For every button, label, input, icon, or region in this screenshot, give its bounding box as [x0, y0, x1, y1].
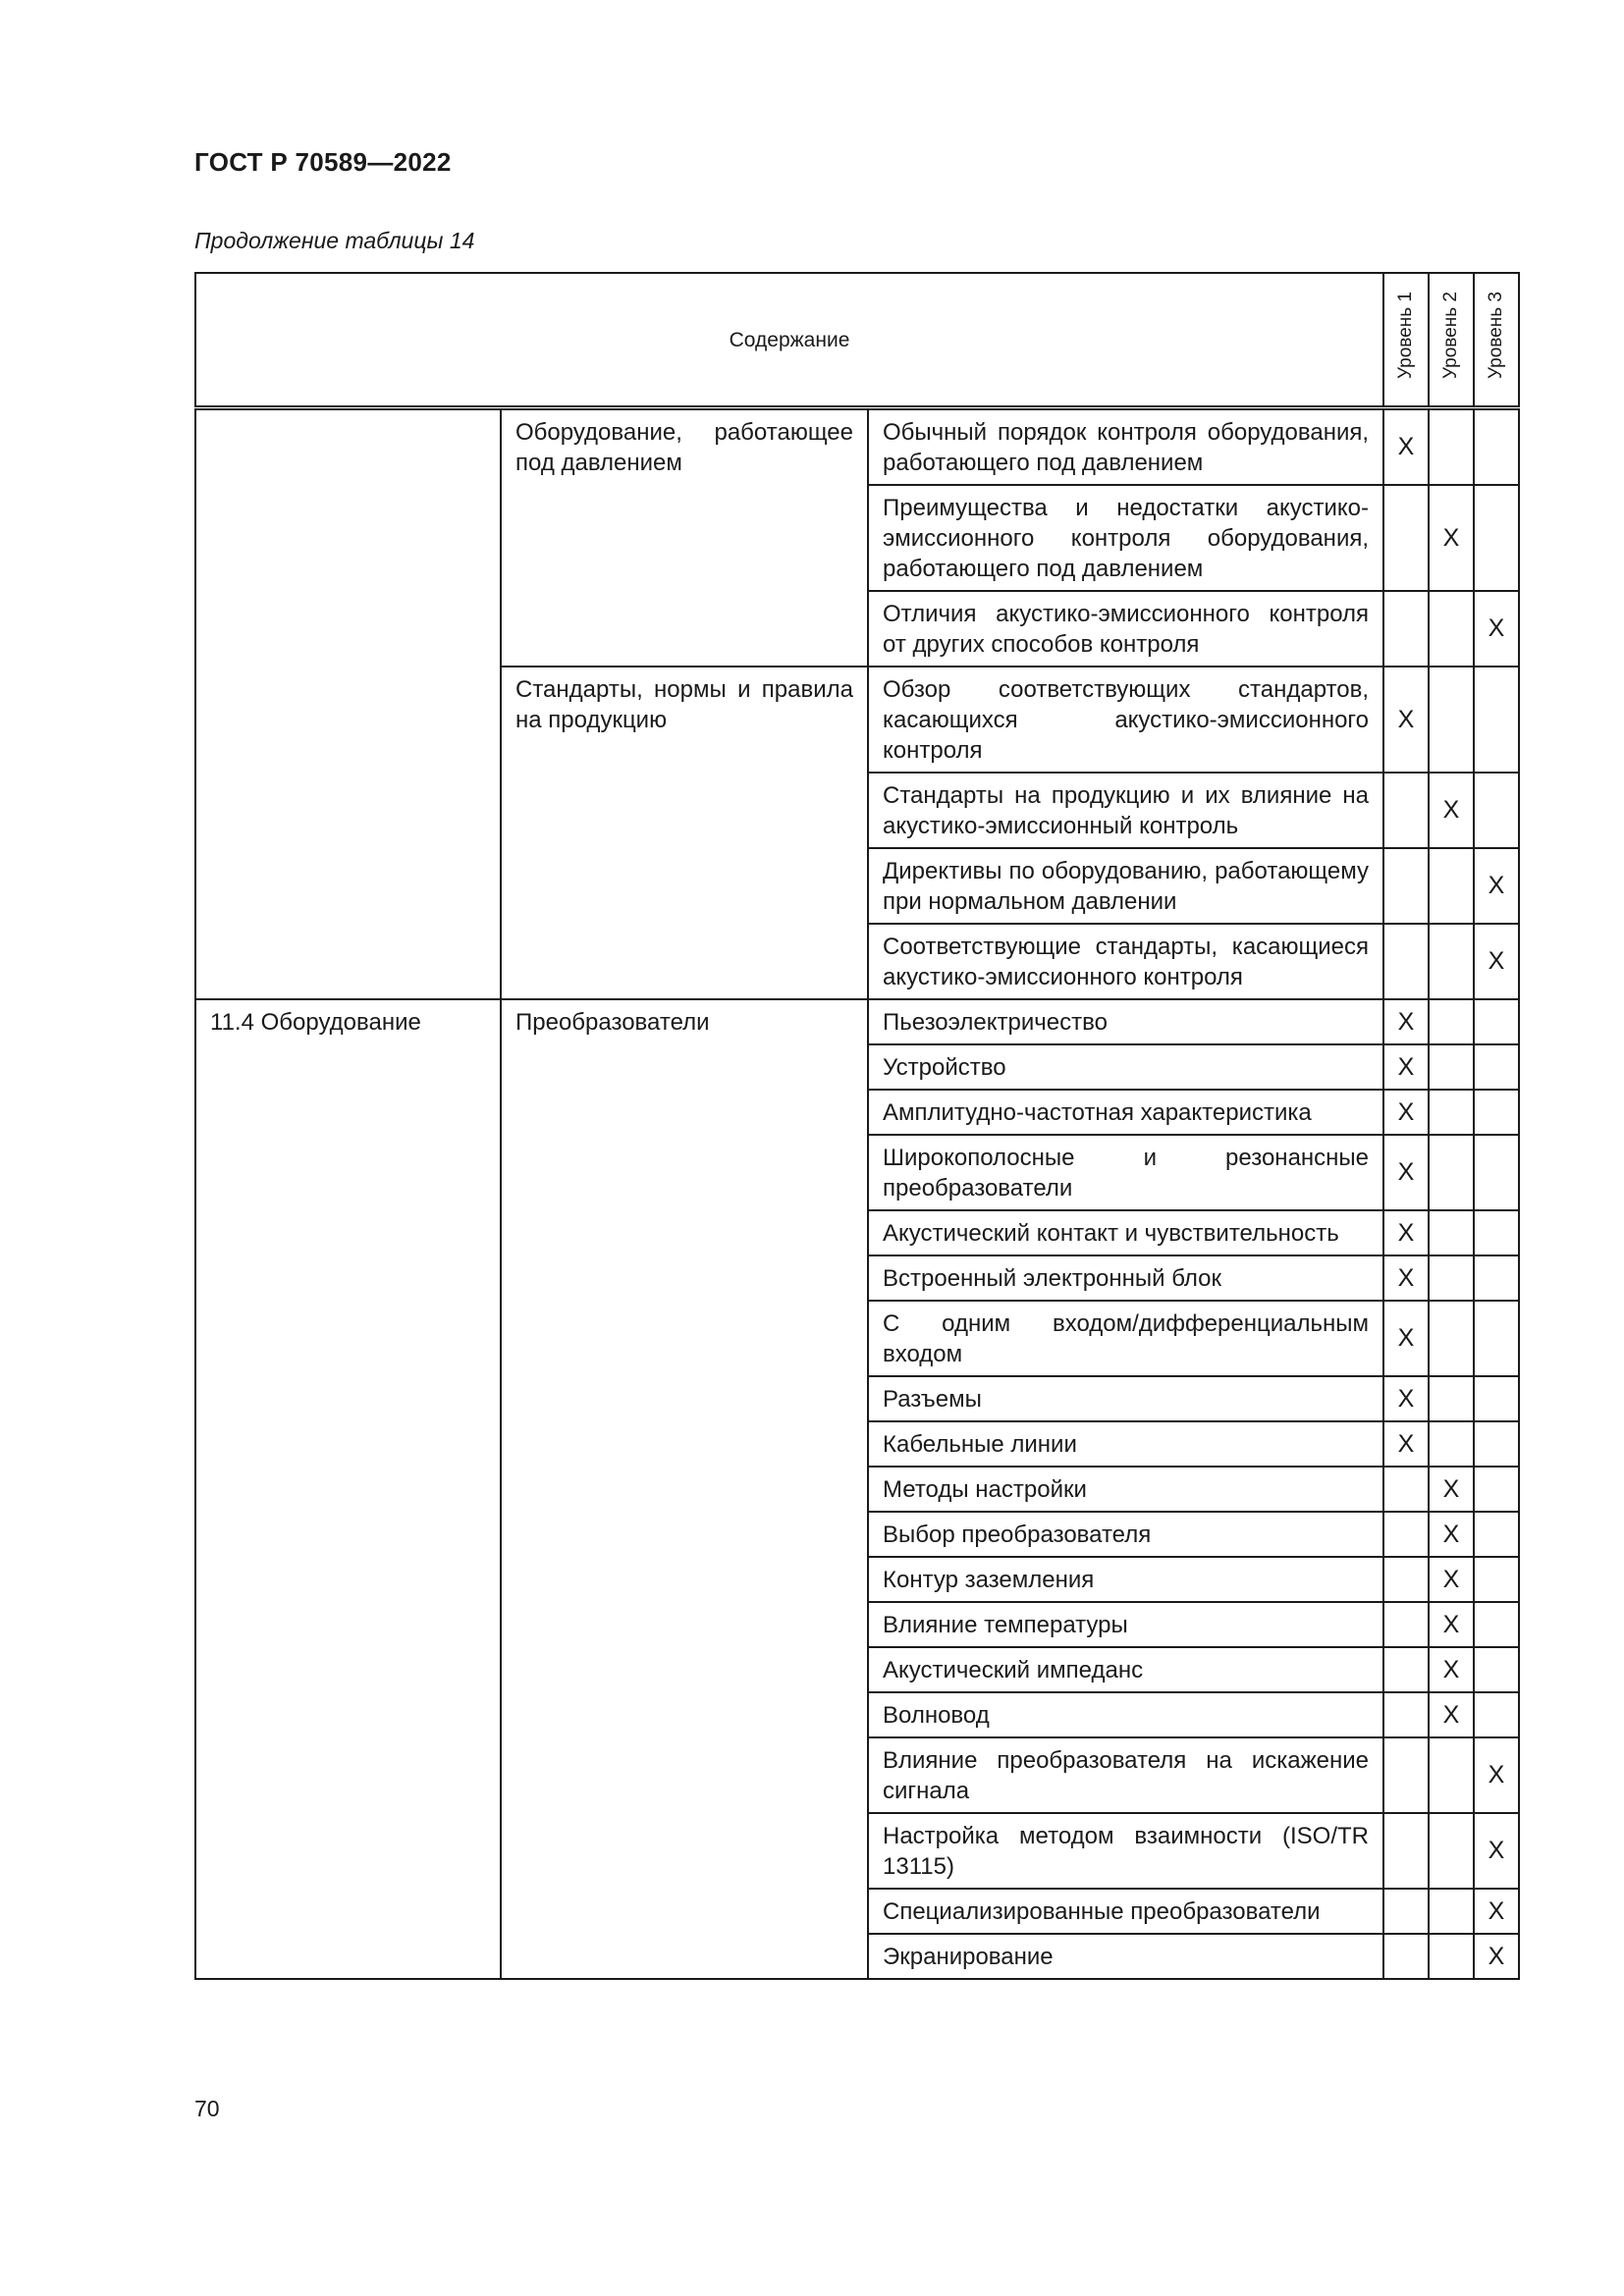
item-cell: Влияние преобразователя на искажение сигнала: [868, 1737, 1383, 1813]
item-cell: Обзор соответствующих стандартов, касающихся акустико-эмиссионного контроля: [868, 667, 1383, 773]
level-1-cell: [1383, 1557, 1429, 1602]
level-3-cell: [1474, 1044, 1519, 1090]
level-2-cell: [1429, 999, 1474, 1044]
level-3-cell: [1474, 485, 1519, 591]
level-mark: X: [1488, 872, 1505, 899]
level-3-cell: [1474, 1692, 1519, 1737]
header-level-2: [1429, 273, 1474, 408]
item-cell: Волновод: [868, 1692, 1383, 1737]
level-3-cell: [1474, 1090, 1519, 1135]
table-caption: Продолжение таблицы 14: [194, 228, 475, 253]
item-cell: Преимущества и недостатки акустико-эмиссионного контроля оборудования, работающего под давлением: [868, 485, 1383, 591]
level-2-cell: [1429, 848, 1474, 924]
level-mark: X: [1442, 796, 1460, 824]
level-2-cell: [1429, 1210, 1474, 1255]
level-3-cell: [1474, 1210, 1519, 1255]
item-cell: Пьезоэлектричество: [868, 999, 1383, 1044]
level-1-cell: [1383, 999, 1429, 1044]
level-3-cell: [1474, 1376, 1519, 1421]
item-cell: Методы настройки: [868, 1467, 1383, 1512]
level-1-cell: [1383, 1647, 1429, 1692]
level-mark: X: [1442, 523, 1460, 552]
level-2-cell: [1429, 1044, 1474, 1090]
level-2-cell: [1429, 591, 1474, 667]
level-3-cell: [1474, 1889, 1519, 1934]
level-3-cell: [1474, 408, 1519, 486]
level-3-cell: [1474, 1421, 1519, 1467]
level-1-cell: [1383, 1467, 1429, 1512]
level-1-cell: [1383, 1044, 1429, 1090]
level-3-cell: [1474, 1647, 1519, 1692]
table-row: [195, 408, 1519, 486]
level-mark: X: [1488, 1896, 1505, 1925]
level-1-cell: [1383, 1889, 1429, 1934]
level-3-cell: [1474, 1737, 1519, 1813]
item-cell: С одним входом/дифференциальным входом: [868, 1301, 1383, 1376]
level-2-cell: [1429, 1692, 1474, 1737]
item-cell: Директивы по оборудованию, работающему при нормальном давлении: [868, 848, 1383, 924]
item-cell: Экранирование: [868, 1934, 1383, 1979]
level-mark: X: [1442, 1655, 1460, 1683]
level-1-cell: [1383, 1512, 1429, 1557]
table-row: [195, 999, 1519, 1044]
level-1-cell: [1383, 1602, 1429, 1647]
level-2-cell: [1429, 1467, 1474, 1512]
level-2-cell: [1429, 1737, 1474, 1813]
level-mark: X: [1488, 1761, 1505, 1789]
item-cell: Кабельные линии: [868, 1421, 1383, 1467]
item-cell: Обычный порядок контроля оборудования, работающего под давлением: [868, 408, 1383, 486]
level-mark: X: [1488, 947, 1505, 975]
level-1-cell: [1383, 1090, 1429, 1135]
level-mark: X: [1397, 1052, 1415, 1081]
level-3-cell: [1474, 1934, 1519, 1979]
level-3-cell: [1474, 999, 1519, 1044]
level-1-cell: [1383, 924, 1429, 999]
level-mark: X: [1397, 1429, 1415, 1458]
item-cell: Встроенный электронный блок: [868, 1255, 1383, 1301]
level-mark: X: [1397, 705, 1415, 733]
level-mark: X: [1397, 1218, 1415, 1247]
level-2-cell: [1429, 1135, 1474, 1210]
level-1-cell: [1383, 1135, 1429, 1210]
level-3-cell: [1474, 1135, 1519, 1210]
level-2-cell: [1429, 1557, 1474, 1602]
level-1-cell: [1383, 1421, 1429, 1467]
level-2-cell: [1429, 1647, 1474, 1692]
level-3-cell: [1474, 1602, 1519, 1647]
level-1-cell: [1383, 1934, 1429, 1979]
level-mark: X: [1397, 1007, 1415, 1036]
level-mark: X: [1442, 1700, 1460, 1729]
level-1-cell: [1383, 1692, 1429, 1737]
level-1-cell: [1383, 1813, 1429, 1889]
item-cell: Отличия акустико-эмиссионного контроля от других способов контроля: [868, 591, 1383, 667]
level-2-cell: [1429, 924, 1474, 999]
level-2-cell: [1429, 1301, 1474, 1376]
level-1-cell: [1383, 1737, 1429, 1813]
level-2-cell: [1429, 1421, 1474, 1467]
item-cell: Стандарты на продукцию и их влияние на акустико-эмиссионный контроль: [868, 773, 1383, 848]
item-cell: Акустический импеданс: [868, 1647, 1383, 1692]
level-2-cell: [1429, 485, 1474, 591]
level-mark: X: [1488, 614, 1505, 642]
item-cell: Соответствующие стандарты, касающиеся акустико-эмиссионного контроля: [868, 924, 1383, 999]
level-2-cell: [1429, 667, 1474, 773]
level-3-cell: [1474, 1255, 1519, 1301]
header-level-3-label: Уровень 3: [1486, 292, 1507, 380]
topic-cell: Стандарты, нормы и правила на продукцию: [501, 667, 868, 999]
item-cell: Широкополосные и резонансные преобразователи: [868, 1135, 1383, 1210]
level-2-cell: [1429, 1602, 1474, 1647]
level-mark: X: [1442, 1565, 1460, 1593]
header-level-3: [1474, 273, 1519, 408]
header-level-2-label: Уровень 2: [1440, 292, 1462, 380]
level-1-cell: [1383, 408, 1429, 486]
level-2-cell: [1429, 1090, 1474, 1135]
header-level-1: [1383, 273, 1429, 408]
level-mark: X: [1488, 1837, 1505, 1864]
level-1-cell: [1383, 591, 1429, 667]
level-mark: X: [1442, 1610, 1460, 1638]
level-3-cell: [1474, 591, 1519, 667]
table-header-row: [195, 273, 1519, 408]
level-2-cell: [1429, 1934, 1474, 1979]
level-1-cell: [1383, 667, 1429, 773]
document-header: ГОСТ Р 70589—2022: [194, 147, 452, 177]
level-3-cell: [1474, 667, 1519, 773]
topic-cell: Оборудование, работающее под давлением: [501, 408, 868, 667]
level-3-cell: [1474, 924, 1519, 999]
item-cell: Амплитудно-частотная характеристика: [868, 1090, 1383, 1135]
level-3-cell: [1474, 1301, 1519, 1376]
level-1-cell: [1383, 1255, 1429, 1301]
item-cell: Выбор преобразователя: [868, 1512, 1383, 1557]
level-2-cell: [1429, 1813, 1474, 1889]
level-3-cell: [1474, 1557, 1519, 1602]
level-1-cell: [1383, 1301, 1429, 1376]
level-3-cell: [1474, 1512, 1519, 1557]
level-1-cell: [1383, 848, 1429, 924]
section-cell: [195, 408, 501, 1000]
level-mark: X: [1397, 433, 1415, 460]
item-cell: Акустический контакт и чувствительность: [868, 1210, 1383, 1255]
level-3-cell: [1474, 1813, 1519, 1889]
item-cell: Специализированные преобразователи: [868, 1889, 1383, 1934]
level-2-cell: [1429, 408, 1474, 486]
item-cell: Устройство: [868, 1044, 1383, 1090]
section-cell: 11.4 Оборудование: [195, 999, 501, 1979]
level-1-cell: [1383, 485, 1429, 591]
level-2-cell: [1429, 1255, 1474, 1301]
level-1-cell: [1383, 1210, 1429, 1255]
level-2-cell: [1429, 1512, 1474, 1557]
page-number: 70: [194, 2096, 220, 2121]
item-cell: Влияние температуры: [868, 1602, 1383, 1647]
level-3-cell: [1474, 848, 1519, 924]
level-2-cell: [1429, 1889, 1474, 1934]
item-cell: Разъемы: [868, 1376, 1383, 1421]
requirements-table: [194, 272, 1520, 1980]
level-2-cell: [1429, 773, 1474, 848]
level-mark: X: [1397, 1384, 1415, 1413]
level-mark: X: [1442, 1474, 1460, 1503]
level-mark: X: [1397, 1324, 1415, 1352]
level-mark: X: [1442, 1520, 1460, 1548]
topic-cell: Преобразователи: [501, 999, 868, 1979]
level-2-cell: [1429, 1376, 1474, 1421]
level-1-cell: [1383, 773, 1429, 848]
header-content: Содержание: [195, 273, 1383, 408]
item-cell: Настройка методом взаимности (ISO/TR 13115): [868, 1813, 1383, 1889]
level-1-cell: [1383, 1376, 1429, 1421]
level-mark: X: [1397, 1158, 1415, 1186]
level-mark: X: [1397, 1263, 1415, 1292]
level-mark: X: [1397, 1097, 1415, 1126]
item-cell: Контур заземления: [868, 1557, 1383, 1602]
level-3-cell: [1474, 1467, 1519, 1512]
header-level-1-label: Уровень 1: [1395, 292, 1417, 380]
level-mark: X: [1488, 1942, 1505, 1970]
level-3-cell: [1474, 773, 1519, 848]
